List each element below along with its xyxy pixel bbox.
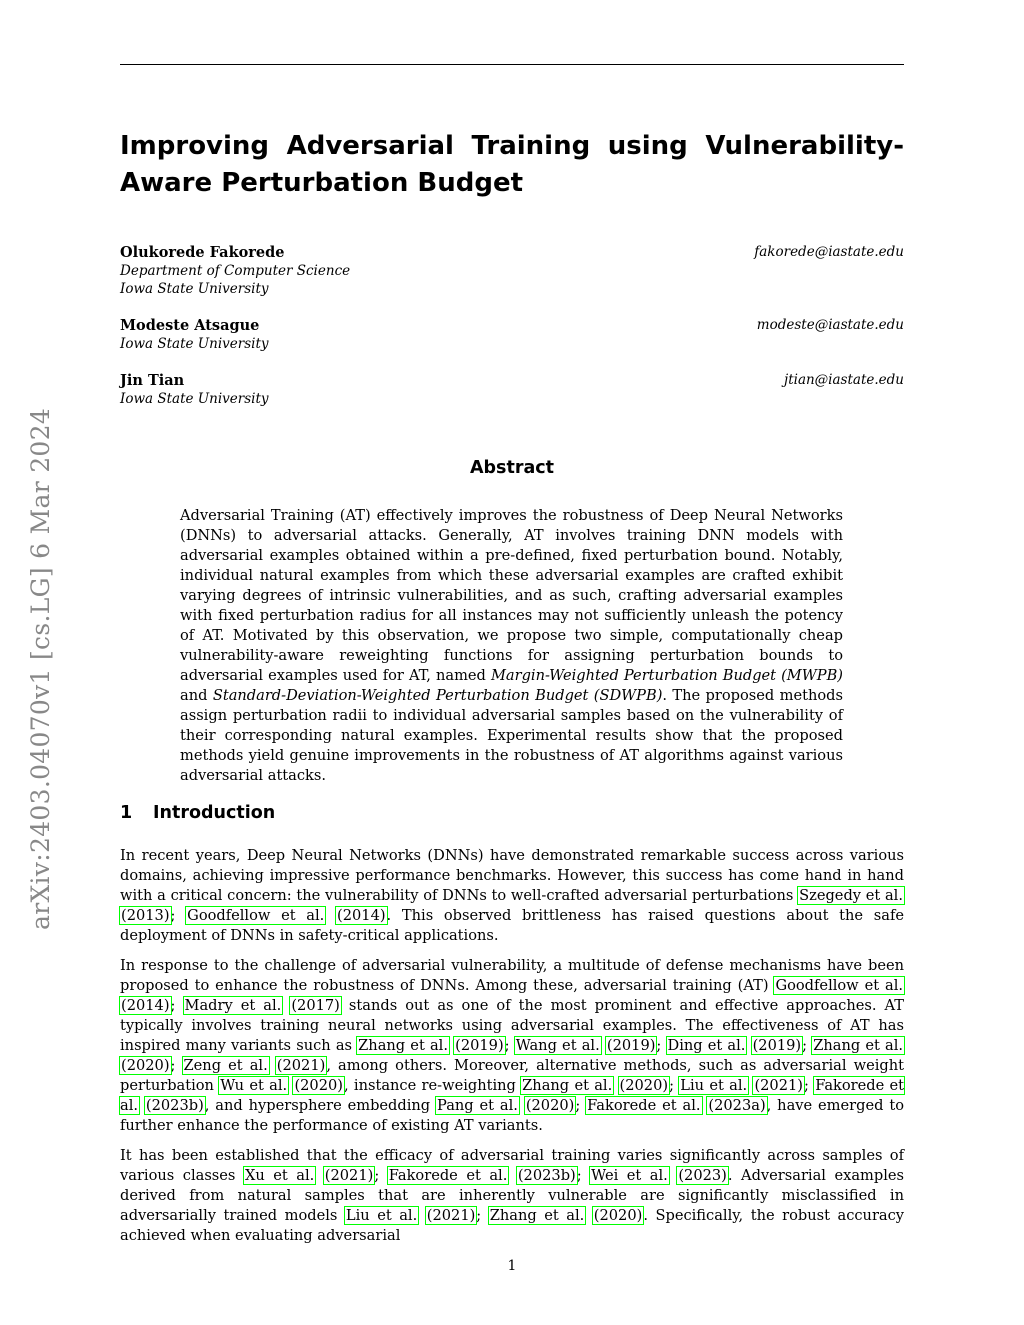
- citation-year-link[interactable]: (2021): [324, 1167, 374, 1184]
- author-email: jtian@iastate.edu: [784, 372, 904, 388]
- citation-year-link[interactable]: (2021): [276, 1057, 326, 1074]
- citation-year-link[interactable]: (2017): [291, 997, 340, 1014]
- citation-link[interactable]: Zhang et al.: [489, 1207, 585, 1224]
- paragraph: In response to the challenge of adversarial vulnerability, a multitude of defense mechanisms have been proposed to enhance the robustness of DNNs. Among these, adversarial training (AT) Goodfellow et al. (2014); Madry et al. (2017) stands out as one of the most prominent and effective approaches. AT typically involves training neural networks using adversarial examples. The effectiveness of AT has inspired many variants such as Zhang et al. (2019); Wang et al. (2019); Ding et al. (2019); Zhang et al. (2020); Zeng et al. (2021), among others. Moreover, alternative methods, such as adversarial weight perturbation Wu et al. (2020), instance re-weighting Zhang et al. (2020); Liu et al. (2021); Fakorede et al. (2023b), and hypersphere embedding Pang et al. (2020); Fakorede et al. (2023a), have emerged to further enhance the performance of existing AT variants.: [120, 957, 905, 1134]
- citation-year-link[interactable]: (2021): [754, 1077, 803, 1094]
- method-name-sdwpb: Standard-Deviation-Weighted Perturbation Budget (SDWPB): [212, 687, 663, 704]
- citation-link[interactable]: Zhang et al.: [813, 1037, 903, 1054]
- author-name: Modeste Atsague: [120, 317, 260, 334]
- top-rule: [120, 64, 904, 65]
- author-name: Jin Tian: [120, 372, 185, 389]
- author-2: [120, 316, 904, 353]
- citation-link[interactable]: Liu et al.: [345, 1207, 418, 1224]
- citation-year-link[interactable]: (2023b): [517, 1167, 576, 1184]
- author-email: fakorede@iastate.edu: [754, 244, 904, 260]
- citation-year-link[interactable]: (2021): [426, 1207, 476, 1224]
- author-email: modeste@iastate.edu: [756, 317, 904, 333]
- citation-link[interactable]: Fakorede et al.: [587, 1097, 701, 1114]
- citation-link[interactable]: Szegedy et al.: [799, 887, 903, 904]
- author-1: [120, 243, 904, 298]
- section-heading: [120, 803, 275, 823]
- arxiv-stamp: arXiv:2403.04070v1 [cs.LG] 6 Mar 2024: [26, 407, 55, 930]
- citation-link[interactable]: Zeng et al.: [183, 1057, 268, 1074]
- citation-link[interactable]: Madry et al.: [184, 997, 282, 1014]
- author-affiliation: Iowa State University: [120, 281, 269, 297]
- author-3: [120, 371, 904, 408]
- citation-link[interactable]: Pang et al.: [437, 1097, 518, 1114]
- citation-year-link[interactable]: (2019): [752, 1037, 802, 1054]
- author-block: [120, 243, 904, 426]
- citation-link[interactable]: Goodfellow et al.: [775, 977, 903, 994]
- paper-title: Improving Adversarial Training using Vulnerability-Aware Perturbation Budget: [120, 131, 904, 198]
- citation-link[interactable]: Wang et al.: [515, 1037, 600, 1054]
- citation-year-link[interactable]: (2020): [593, 1207, 643, 1224]
- author-affiliation: Iowa State University: [120, 336, 269, 352]
- paragraph: It has been established that the efficacy of adversarial training varies significantly across samples of various classes Xu et al. (2021); Fakorede et al. (2023b); Wei et al. (2023). Adversarial examples derived from natural samples that are inherently vulnerable are significantly misclassified in adversarially trained models Liu et al. (2021); Zhang et al. (2020). Specifically, the robust accuracy achieved when evaluating adversarial: [120, 1147, 905, 1244]
- citation-link[interactable]: Liu et al.: [680, 1077, 748, 1094]
- citation-link[interactable]: Ding et al.: [667, 1037, 746, 1054]
- abstract-heading: Abstract: [469, 458, 555, 478]
- citation-year-link[interactable]: (2020): [121, 1057, 170, 1074]
- citation-link[interactable]: Goodfellow et al.: [187, 907, 325, 924]
- method-name-mwpb: Margin-Weighted Perturbation Budget (MWPB): [490, 667, 843, 684]
- citation-link[interactable]: Zhang et al.: [522, 1077, 613, 1094]
- citation-year-link[interactable]: (2013): [121, 907, 170, 924]
- abstract-text: Adversarial Training (AT) effectively improves the robustness of Deep Neural Networks (DNNs) to adversarial attacks. Generally, AT involves training DNN models with adversarial examples obtained within a pre-defined, fixed perturbation bound. Notably, individual natural examples from which these adversarial examples are crafted exhibit varying degrees of intrinsic vulnerabilities, and as such, crafting adversarial examples with fixed perturbation radius for all instances may not sufficiently unleash the potency of AT. Motivated by this observation, we propose two simple, computationally cheap vulnerability-aware reweighting functions for assigning perturbation bounds to adversarial examples used for AT, named Margin-Weighted Perturbation Budget (MWPB) and Standard-Deviation-Weighted Perturbation Budget (SDWPB). The proposed methods assign perturbation radii to individual adversarial samples based on the vulnerability of their corresponding natural examples. Experimental results show that the proposed methods yield genuine improvements in the robustness of AT algorithms against various adversarial attacks.: [180, 507, 843, 784]
- citation-year-link[interactable]: (2020): [619, 1077, 669, 1094]
- citation-link[interactable]: Zhang et al.: [358, 1037, 448, 1054]
- citation-year-link[interactable]: (2019): [455, 1037, 504, 1054]
- citation-year-link[interactable]: (2023): [678, 1167, 727, 1184]
- body-text: [120, 846, 904, 1256]
- citation-link[interactable]: Wei et al.: [591, 1167, 668, 1184]
- citation-year-link[interactable]: (2023a): [708, 1097, 766, 1114]
- citation-link[interactable]: Wu et al.: [220, 1077, 288, 1094]
- section-title: Introduction: [153, 803, 276, 823]
- citation-year-link[interactable]: (2014): [337, 907, 386, 924]
- citation-year-link[interactable]: (2019): [606, 1037, 656, 1054]
- citation-year-link[interactable]: (2020): [525, 1097, 575, 1114]
- citation-link[interactable]: Fakorede et al.: [120, 1077, 905, 1114]
- author-affiliation: Department of Computer Science: [120, 263, 351, 279]
- author-name: Olukorede Fakorede: [120, 244, 285, 261]
- citation-year-link[interactable]: (2023b): [145, 1097, 204, 1114]
- citation-year-link[interactable]: (2014): [121, 997, 170, 1014]
- section-number: 1: [120, 803, 133, 823]
- page-number: 1: [507, 1258, 517, 1274]
- citation-link[interactable]: Xu et al.: [244, 1167, 315, 1184]
- paragraph: In recent years, Deep Neural Networks (DNNs) have demonstrated remarkable success across various domains, achieving impressive performance benchmarks. However, this success has come hand in hand with a critical concern: the vulnerability of DNNs to well-crafted adversarial perturbations Szegedy et al. (2013); Goodfellow et al. (2014). This observed brittleness has raised questions about the safe deployment of DNNs in safety-critical applications.: [120, 847, 904, 944]
- citation-year-link[interactable]: (2020): [294, 1077, 343, 1094]
- citation-link[interactable]: Fakorede et al.: [388, 1167, 508, 1184]
- author-affiliation: Iowa State University: [120, 391, 269, 407]
